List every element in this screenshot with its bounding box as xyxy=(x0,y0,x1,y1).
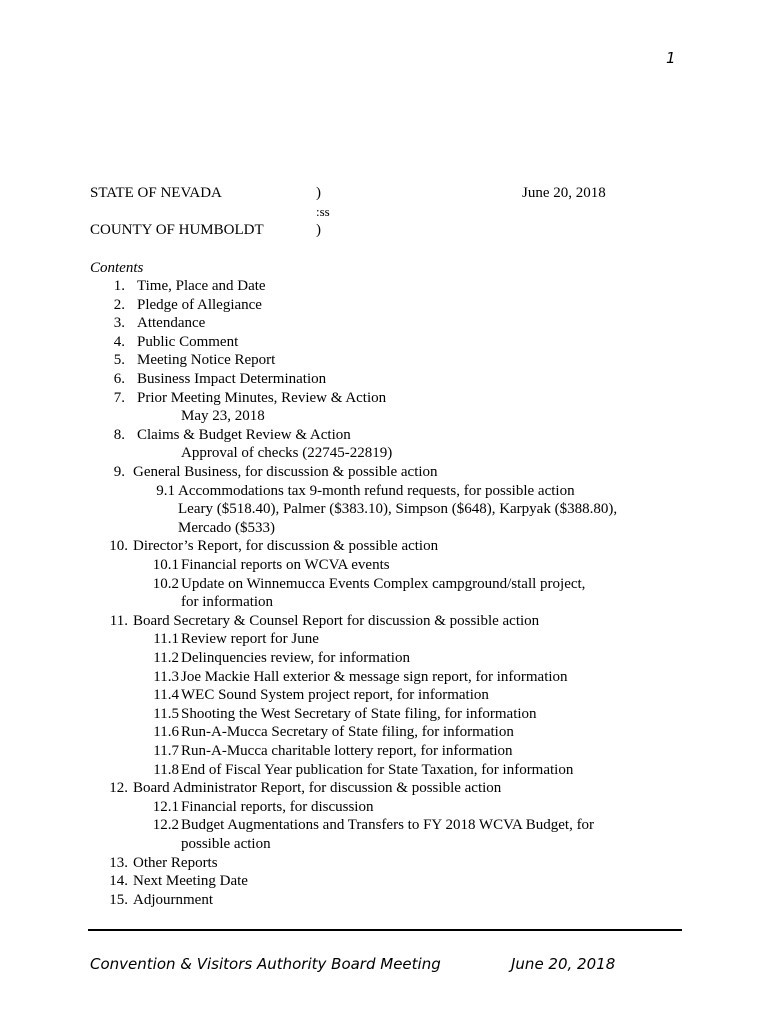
caption-state: STATE OF NEVADA xyxy=(90,185,222,201)
caption-paren-close: ) xyxy=(316,222,321,238)
contents-item-number: 10.2 xyxy=(152,575,179,592)
contents-item-text: Attendance xyxy=(137,315,206,332)
contents-item-number: 5. xyxy=(113,352,125,369)
contents-item-number: 8. xyxy=(113,426,125,443)
contents-item-text: Accommodations tax 9-month refund requests, for possible action xyxy=(178,482,575,499)
contents-heading: Contents xyxy=(90,260,144,276)
contents-item-text: Business Impact Determination xyxy=(137,371,327,387)
caption-ss: :ss xyxy=(316,204,330,219)
contents-item-text: Update on Winnemucca Events Complex campground/stall project, xyxy=(181,575,586,592)
footer-title: Convention & Visitors Authority Board Meeting xyxy=(90,955,441,973)
contents-item-number: 11.8 xyxy=(153,761,179,778)
contents-item-number: 13. xyxy=(109,854,128,871)
contents-item-number: 6. xyxy=(113,371,125,387)
contents-item-text: Public Comment xyxy=(137,333,239,350)
contents-item-text: Delinquencies review, for information xyxy=(181,650,410,666)
contents-item-text: Run-A-Mucca charitable lottery report, for information xyxy=(181,743,513,759)
contents-item-text: Meeting Notice Report xyxy=(137,352,276,369)
contents-item-text: Review report for June xyxy=(181,631,319,648)
contents-item-text: Director’s Report, for discussion & possible action xyxy=(133,538,439,555)
contents-item-text: possible action xyxy=(181,836,271,852)
contents-item-number: 11.4 xyxy=(153,687,179,704)
contents-item-text: Leary ($518.40), Palmer ($383.10), Simpson ($648), Karpyak ($388.80), xyxy=(178,501,618,518)
contents-item-text: Shooting the West Secretary of State filing, for information xyxy=(181,705,537,722)
page-number: 1 xyxy=(666,49,676,67)
contents-item-number: 3. xyxy=(113,315,125,332)
contents-item-text: Board Administrator Report, for discussion & possible action xyxy=(133,780,502,797)
contents-item-number: 11.5 xyxy=(153,705,179,722)
contents-item-number: 11.1 xyxy=(153,631,179,648)
contents-item-number: 10.1 xyxy=(152,557,179,573)
contents-item-text: Financial reports on WCVA events xyxy=(181,557,390,573)
contents-item-text: for information xyxy=(181,594,274,611)
contents-item-text: Pledge of Allegiance xyxy=(137,296,262,313)
contents-item-text: Next Meeting Date xyxy=(133,873,248,890)
contents-item-number: 4. xyxy=(113,333,125,350)
contents-item-text: Board Secretary & Counsel Report for discussion & possible action xyxy=(133,612,540,629)
contents-item-number: 12. xyxy=(109,780,128,797)
caption-date: June 20, 2018 xyxy=(522,185,606,201)
contents-item-number: 11. xyxy=(109,612,128,629)
contents-item-text: Run-A-Mucca Secretary of State filing, for information xyxy=(181,724,514,741)
contents-item-text: General Business, for discussion & possible action xyxy=(133,464,438,480)
caption-paren-open: ) xyxy=(316,185,321,201)
contents-item-text: Financial reports, for discussion xyxy=(181,798,374,815)
contents-item-text: Other Reports xyxy=(133,854,218,871)
caption-county: COUNTY OF HUMBOLDT xyxy=(90,222,264,238)
contents-item-text: Joe Mackie Hall exterior & message sign report, for information xyxy=(181,668,568,685)
contents-item-text: End of Fiscal Year publication for State Taxation, for information xyxy=(181,761,574,778)
contents-item-number: 15. xyxy=(109,891,128,908)
contents-item-text: Claims & Budget Review & Action xyxy=(137,426,351,443)
contents-item-number: 1. xyxy=(113,278,125,294)
contents-item-text: May 23, 2018 xyxy=(181,408,265,425)
contents-item-number: 11.6 xyxy=(153,724,179,741)
contents-item-number: 12.1 xyxy=(152,798,179,815)
contents-item-number: 9.1 xyxy=(156,482,175,499)
contents-item-number: 2. xyxy=(113,296,125,313)
contents-item-text: Approval of checks (22745-22819) xyxy=(181,445,393,462)
contents-item-number: 14. xyxy=(109,873,128,890)
contents-item-number: 9. xyxy=(113,464,125,480)
contents-item-text: WEC Sound System project report, for information xyxy=(181,687,489,704)
contents-item-number: 10. xyxy=(109,538,128,555)
contents-item-number: 11.7 xyxy=(153,743,179,759)
contents-item-text: Budget Augmentations and Transfers to FY 2018 WCVA Budget, for xyxy=(181,817,595,834)
contents-item-number: 11.2 xyxy=(153,650,179,666)
contents-item-text: Adjournment xyxy=(133,891,213,908)
contents-item-number: 12.2 xyxy=(152,817,179,834)
contents-item-text: Mercado ($533) xyxy=(178,519,276,536)
contents-item-number: 7. xyxy=(113,389,125,406)
footer-rule xyxy=(88,929,682,931)
contents-item-text: Prior Meeting Minutes, Review & Action xyxy=(137,389,387,406)
contents-item-number: 11.3 xyxy=(153,668,179,685)
contents-item-text: Time, Place and Date xyxy=(137,278,266,294)
footer-date: June 20, 2018 xyxy=(511,955,616,973)
